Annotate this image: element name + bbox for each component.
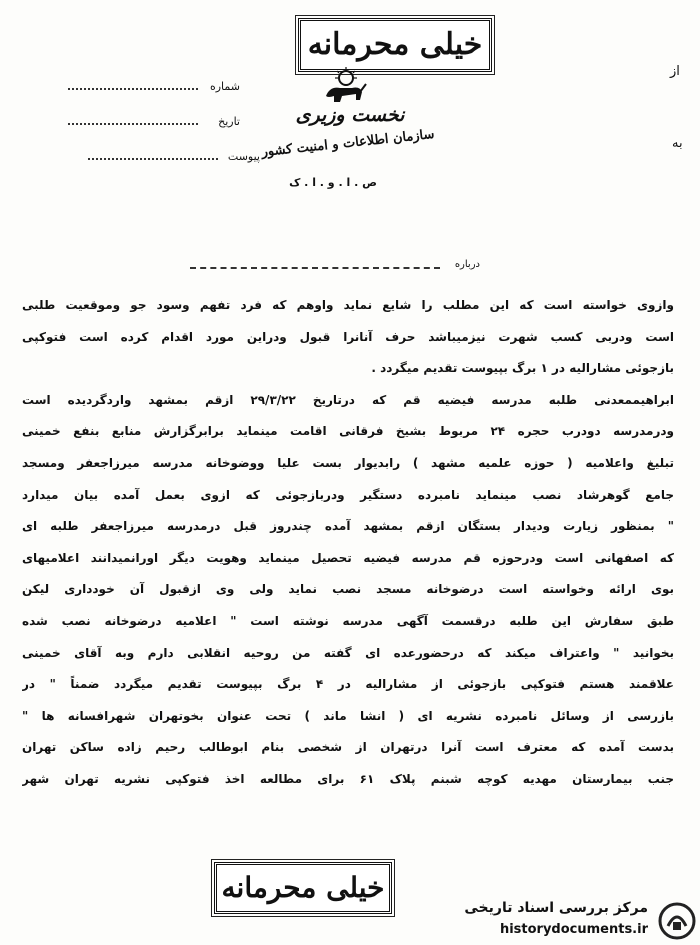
confidential-stamp-top: خیلی محرمانه (298, 18, 492, 72)
document-body (22, 290, 674, 796)
date-field (10, 115, 240, 131)
body-line: طبق سفارش این طلبه درقسمت آگهی مدرسه نوشته است " اعلامیه درضوخانه نصب شده (22, 613, 674, 628)
lion-and-sun-emblem-icon (320, 66, 368, 106)
subject-dotted-line (190, 267, 440, 269)
organization-code: ص . ا . و . ا . ک (289, 176, 377, 189)
watermark-url: historydocuments.ir (499, 922, 648, 937)
body-line: تبلیغ واعلامیه ( حوزه علمیه مشهد ) رابدیوار بست علیا ووضوخانه مدرسه میرزاجعفر ومسجد (22, 455, 674, 470)
body-line: وازوی خواسته است که این مطلب را شایع نماید واوهم که فرد تفهم وسود جو وموقعیت طلبی (22, 298, 674, 312)
attachment-label: پیوست (227, 150, 260, 163)
body-line: ودرمدرسه دودرب حجره ۲۴ مربوط بشیخ فرقانی اقامت مینماید برابرگزارش منابع بنفع خمینی (22, 424, 674, 439)
body-line: ابراهیممعدنی طلبه مدرسه فیضیه قم که درتاریخ ۲۹/۳/۲۲ ازقم بمشهد واردگردیده است (22, 392, 674, 407)
subject-label: درباره (454, 259, 480, 270)
body-line: بوی ارائه وخواسته است درضوخانه مسجد نصب نماید ولی وی ازقبول آن خودداری لیکن (22, 582, 674, 597)
watermark-title: مرکز بررسی اسناد تاریخی (464, 900, 648, 916)
to-label: به (672, 136, 683, 151)
body-line: است ودربی کسب شهرت نیزمیباشد حرف آنانرا قبول ودراین مورد اقدام کرده است فتوکپی (22, 329, 674, 344)
date-dotted-line (68, 123, 198, 125)
body-line: بازجوئی مشارالیه در ۱ برگ بپیوست تقدیم میگردد . (371, 361, 674, 376)
body-line: که اصفهانی است ودرحوزه قم مدرسه فیضیه تحصیل مینماید وهویت دیگر اورانمیدانند اعلامیهای (22, 550, 674, 565)
ministry-heading: نخست وزیری (295, 104, 405, 126)
body-line: بدست آمده که معترف است آنرا درتهران از شخصی بنام ابوطالب رحیم زاده ساکن تهران (22, 740, 674, 755)
body-line: " بمنظور زیارت ودیدار بستگان ازقم بمشهد آمده چندروز قبل درمدرسه میرزاجعفر طلبه ای (22, 519, 674, 534)
number-label: شماره (209, 80, 240, 93)
organization-heading: سازمان اطلاعات و امنیت کشور (260, 126, 436, 161)
from-label: از (670, 64, 680, 79)
body-line: جنب بیمارستان مهدیه کوچه شبنم پلاک ۶۱ برای مطالعه اخذ فتوکپی نشریه تهران شهر (22, 771, 674, 786)
body-line: علاقمند هستم فتوکپی بازجوئی از مشارالیه در ۴ برگ بپیوست تقدیم میگردد ضمناً " در (22, 677, 674, 692)
archive-logo-icon (658, 902, 696, 940)
number-field (10, 80, 240, 96)
confidential-stamp-bottom: خیلی محرمانه (214, 862, 392, 914)
number-dotted-line (68, 88, 198, 90)
body-line: جامع گوهرشاد نصب مینماید نامبرده دستگیر ودربازجوئی که ازوی بعمل آمده بیان میدارد (22, 487, 674, 502)
subject-field (180, 259, 480, 277)
body-line: بازرسی از وسائل نامبرده نشریه ای ( انشا ماند ) تحت عنوان بخوتهران شهرافسانه ها " (22, 708, 674, 723)
body-line: بخوانید " واعتراف میکند که درحضورعده ای گفته من روحیه انقلابی دارم وبه آقای خمینی (22, 645, 674, 660)
date-label: تاریخ (218, 115, 240, 128)
archive-watermark (432, 898, 700, 945)
attachment-field (10, 150, 260, 166)
attachment-dotted-line (88, 158, 218, 160)
